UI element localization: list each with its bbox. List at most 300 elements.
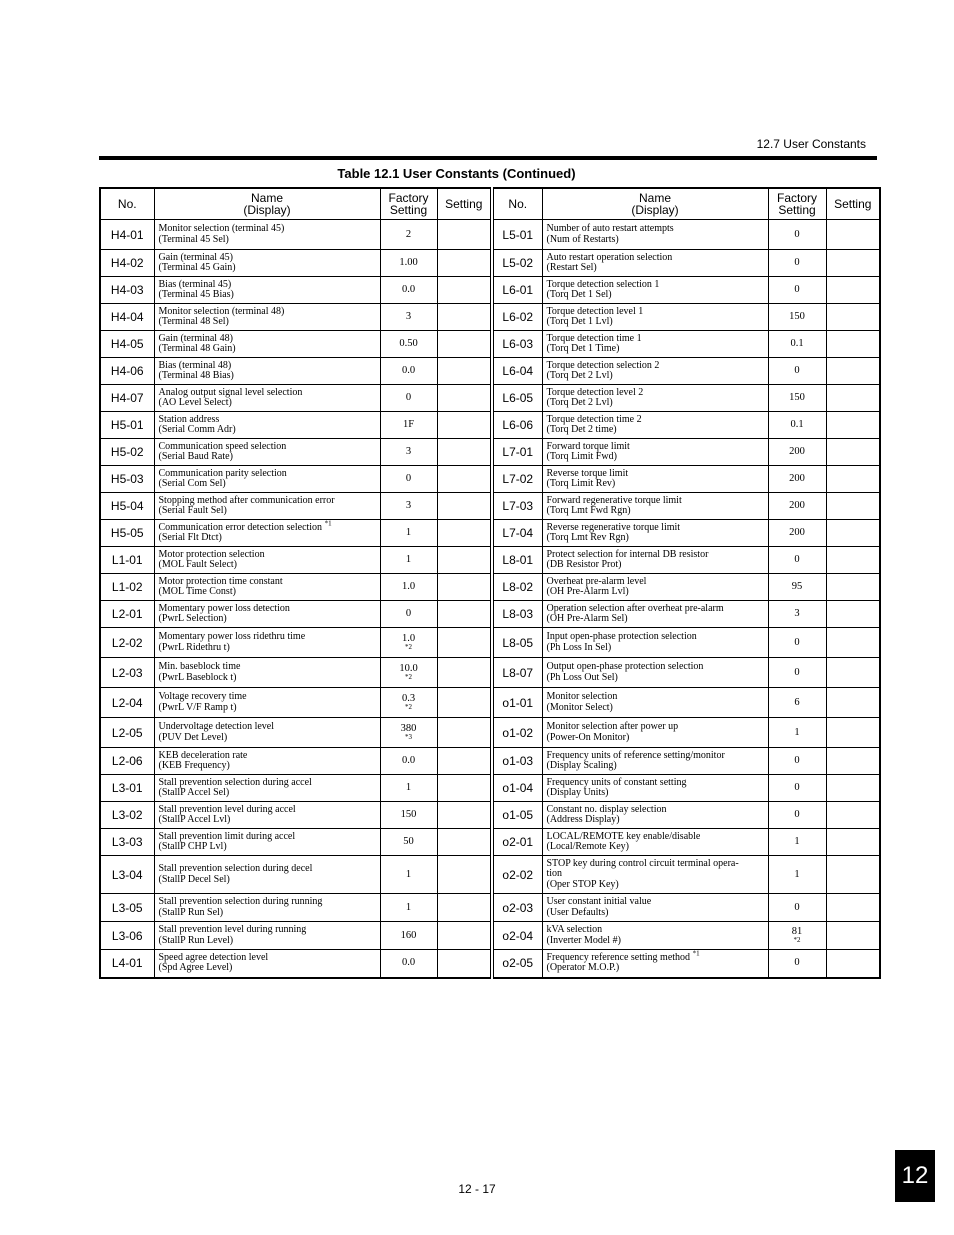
constant-name-cell [154,412,380,439]
constant-display-name: (StallP Decel Sel) [158,873,230,885]
constant-no: L1-02 [100,574,154,601]
user-setting-cell[interactable] [437,748,492,775]
constant-no: H5-04 [100,493,154,520]
footnote-marker: *1 [324,519,332,528]
constant-display-name: (MOL Time Const) [158,586,236,597]
user-setting-cell[interactable] [437,466,492,493]
constant-name-cell [154,829,380,856]
factory-setting-value: 6 [794,696,800,708]
constant-name-cell [154,922,380,950]
constant-name-text: Torque detection time 1 [546,332,642,344]
constant-no: H4-03 [100,277,154,304]
constant-name-text: Output open-phase protection selection [546,661,704,672]
user-setting-cell[interactable] [826,385,880,412]
constant-no: L8-07 [492,658,542,688]
constant-name-cell [154,601,380,628]
user-setting-cell[interactable] [437,775,492,802]
user-setting-cell[interactable] [437,439,492,466]
factory-setting-cell [380,331,437,358]
user-setting-cell[interactable] [437,688,492,718]
factory-setting-value: 0.0 [401,365,416,376]
constant-display-name: (AO Level Select) [158,397,232,408]
constant-display-name: (Num of Restarts) [546,233,619,245]
factory-setting-value: 1 [405,554,412,565]
factory-setting-cell [768,718,826,748]
constant-name-text: Min. baseblock time [158,661,241,672]
factory-setting-value: 200 [789,446,805,457]
user-setting-cell[interactable] [826,894,880,922]
user-setting-cell[interactable] [826,856,880,894]
user-setting-cell[interactable] [826,574,880,601]
factory-setting-value: 0 [794,257,800,268]
constant-no: o1-02 [492,718,542,748]
factory-setting-cell [768,520,826,547]
user-setting-cell[interactable] [437,385,492,412]
constant-no: L7-04 [492,520,542,547]
chapter-tab: 12 [895,1150,935,1202]
constant-name-text: Input open-phase protection selection [546,631,697,642]
user-setting-cell[interactable] [437,658,492,688]
user-setting-cell[interactable] [826,277,880,304]
factory-setting-value: 0 [794,666,800,678]
constant-name-cell [542,922,768,950]
constant-name [159,662,380,673]
user-setting-cell[interactable] [826,439,880,466]
user-setting-cell[interactable] [437,412,492,439]
factory-setting-value: 1 [405,782,412,793]
table-row [100,601,880,628]
constant-name-cell [154,950,380,978]
constant-name-text: Torque detection selection 1 [546,278,660,290]
table-row [100,748,880,775]
constant-name-text: STOP key during control circuit terminal opera- [546,857,739,869]
user-setting-cell[interactable] [826,718,880,748]
constant-no: H4-07 [100,385,154,412]
constant-name-cell [154,358,380,385]
table-row [100,922,880,950]
constant-display-name: (Power-On Monitor) [546,731,630,743]
user-setting-cell[interactable] [826,220,880,250]
constant-name-text: Gain (terminal 48) [158,332,233,344]
constant-no: L3-03 [100,829,154,856]
constant-name-cell [542,466,768,493]
factory-setting-cell [768,688,826,718]
factory-setting-value: 0 [794,228,800,240]
header-name-label: Name [638,191,671,205]
constant-name-text: Protect selection for internal DB resistor [546,548,709,560]
factory-setting-value: 150 [400,809,417,820]
user-setting-cell[interactable] [826,520,880,547]
constant-no: L8-02 [492,574,542,601]
constant-display-name: (Serial Com Sel) [158,478,226,489]
table-row [100,856,880,894]
constant-name-cell [154,802,380,829]
factory-setting-value: 1F [402,419,415,430]
constant-no: H5-02 [100,439,154,466]
constant-display-name: (Serial Flt Dtct) [158,532,222,543]
factory-setting-cell [380,922,437,950]
constant-name-text: Auto restart operation selection [546,251,673,263]
factory-setting-value: 1 [405,901,412,913]
user-setting-cell[interactable] [437,829,492,856]
constant-display-name: (Serial Comm Adr) [158,424,236,435]
factory-setting-value: 1 [794,868,800,880]
constant-name-text: Undervoltage detection level [158,721,275,732]
factory-setting-cell [380,718,437,748]
factory-setting-cell [380,439,437,466]
constant-display-name: (StallP CHP Lvl) [158,841,227,852]
constant-name [159,632,380,643]
user-setting-cell[interactable] [826,466,880,493]
user-setting-cell[interactable] [826,688,880,718]
constant-name-cell [542,658,768,688]
constant-name-cell [542,304,768,331]
constant-name-text: Frequency reference setting method [546,951,691,963]
user-setting-cell[interactable] [437,331,492,358]
user-setting-cell[interactable] [826,304,880,331]
constant-display-name: (PwrL Baseblock t) [158,671,237,683]
constant-name-text: Frequency units of constant setting [546,776,687,788]
table-row [100,358,880,385]
factory-setting-cell [768,628,826,658]
factory-setting-cell [768,412,826,439]
factory-setting-cell [768,493,826,520]
constant-display-name: (PwrL V/F Ramp t) [158,701,237,713]
constant-name-text: Constant no. display selection [546,803,667,815]
factory-setting-cell [768,250,826,277]
user-setting-cell[interactable] [826,802,880,829]
constant-no: L3-02 [100,802,154,829]
factory-setting-cell [380,466,437,493]
constant-name-text: Stall prevention limit during accel [158,830,296,842]
factory-setting-cell [380,547,437,574]
user-setting-cell[interactable] [437,277,492,304]
header-display-label: (Display) [243,203,291,217]
constant-display-name: (OH Pre-Alarm Sel) [546,613,628,624]
constant-name-cell [542,385,768,412]
constant-display-name: (Torq Det 1 Sel) [546,289,612,300]
constant-name-text: Torque detection time 2 [546,413,642,425]
constant-name-cell [542,220,768,250]
constant-name-text: Torque detection selection 2 [546,359,660,371]
constant-display-name: (StallP Accel Sel) [158,787,230,798]
table-row [100,520,880,547]
factory-setting-cell [768,601,826,628]
factory-setting-value: 0 [794,782,800,793]
constant-name-text: Monitor selection after power up [546,721,679,732]
constant-display-name: (StallP Run Sel) [158,906,224,918]
constant-name-cell [154,775,380,802]
factory-setting-cell [768,802,826,829]
constant-display-name: (Torq Limit Rev) [546,478,616,489]
constant-no: L2-06 [100,748,154,775]
user-setting-cell[interactable] [437,520,492,547]
factory-setting-cell [768,748,826,775]
table-row [100,331,880,358]
user-setting-cell[interactable] [437,304,492,331]
user-setting-cell[interactable] [437,601,492,628]
factory-setting-cell [768,331,826,358]
constant-name [547,925,768,936]
constant-name-text: Analog output signal level selection [158,386,303,398]
constant-no: L4-01 [100,950,154,978]
constant-name-text: Forward regenerative torque limit [546,494,682,506]
constant-name-cell [542,439,768,466]
table-title: Table 12.1 User Constants (Continued) [337,166,576,181]
constant-display-name: (MOL Fault Select) [158,559,238,570]
constant-name-text: Stall prevention level during running [158,924,307,935]
constant-display-name: (Restart Sel) [546,262,597,273]
user-setting-cell[interactable] [826,658,880,688]
constant-no: o1-03 [492,748,542,775]
constant-name-text: Frequency units of reference setting/monitor [546,749,725,761]
constant-name-text: Reverse regenerative torque limit [546,521,681,533]
factory-setting-value: 0 [405,473,412,484]
constant-name-text: Momentary power loss detection [158,602,290,614]
constant-no: H4-04 [100,304,154,331]
constant-name-cell [542,574,768,601]
constant-name-text: User constant initial value [546,896,652,907]
constant-name-text: Torque detection level 2 [546,386,644,398]
constant-name-text: Voltage recovery time [158,691,247,702]
factory-setting-cell [380,829,437,856]
factory-setting-cell [380,493,437,520]
factory-setting-value: 0 [794,636,800,648]
user-setting-cell[interactable] [826,412,880,439]
user-setting-cell[interactable] [437,628,492,658]
table-row [100,277,880,304]
constant-name [159,897,380,908]
factory-setting-cell [768,277,826,304]
constant-display-name: (Address Display) [546,814,620,825]
constant-display-name: (Torq Lmt Fwd Rgn) [546,505,631,516]
constant-no: L6-04 [492,358,542,385]
factory-setting-cell [380,277,437,304]
footnote-marker: *2 [793,936,801,944]
factory-setting-value: 0.1 [790,338,804,349]
constant-no: H4-05 [100,331,154,358]
constant-name [547,224,768,235]
factory-setting-cell [768,547,826,574]
constant-no: H5-01 [100,412,154,439]
constant-name-text: KEB deceleration rate [158,749,248,761]
user-setting-cell[interactable] [826,547,880,574]
factory-setting-value: 1.0 [401,581,416,592]
constant-name-text: kVA selection [546,924,603,935]
constant-no: L6-01 [492,277,542,304]
header-factory-setting-label: Setting [778,203,816,217]
constant-display-name: (Terminal 45 Gain) [158,262,236,273]
user-setting-cell[interactable] [826,331,880,358]
constant-name-cell [542,601,768,628]
factory-setting-value: 0 [794,957,800,969]
constant-display-name: (Display Scaling) [546,760,617,771]
factory-setting-cell [380,775,437,802]
factory-setting-cell [380,412,437,439]
factory-setting-cell [380,220,437,250]
factory-setting-value: 95 [791,581,803,592]
factory-setting-cell [768,304,826,331]
constant-no: L5-01 [492,220,542,250]
constant-no: L3-05 [100,894,154,922]
user-setting-cell[interactable] [437,802,492,829]
constant-name-text: Communication error detection selection [158,521,323,533]
table-row [100,802,880,829]
constant-name-cell [154,466,380,493]
table-row [100,439,880,466]
factory-setting-value: 1.0 [401,633,416,644]
constant-name-cell [542,277,768,304]
table-row [100,250,880,277]
constant-name-cell [542,547,768,574]
constant-no: L7-02 [492,466,542,493]
user-setting-cell[interactable] [826,829,880,856]
header-name-label: Name [250,191,283,205]
constant-no: L3-04 [100,856,154,894]
table-row [100,829,880,856]
constant-name-cell [542,775,768,802]
factory-setting-cell [380,385,437,412]
constant-name [547,897,768,908]
factory-setting-value: 3 [405,446,412,457]
constant-name [547,859,768,870]
constant-name-text: Motor protection time constant [158,575,283,587]
constant-no: L3-06 [100,922,154,950]
user-setting-cell[interactable] [826,922,880,950]
constant-display-name: (DB Resistor Prot) [546,559,622,570]
factory-setting-value: 0 [794,755,800,766]
constant-name [547,692,768,703]
constant-display-name: (PwrL Ridethru t) [158,641,230,653]
user-setting-cell[interactable] [437,922,492,950]
constant-display-name: (Torq Det 1 Lvl) [546,316,613,327]
constant-display-name: (OH Pre-Alarm Lvl) [546,586,629,597]
constant-name [159,864,380,875]
footnote-marker: *2 [405,643,412,651]
constant-no: o1-05 [492,802,542,829]
user-setting-cell[interactable] [437,220,492,250]
user-setting-cell[interactable] [826,358,880,385]
constant-display-name: (Torq Lmt Rev Rgn) [546,532,629,543]
constant-name-cell [154,574,380,601]
constant-name [159,692,380,703]
constant-no: o2-01 [492,829,542,856]
factory-setting-cell [380,304,437,331]
constant-display-name: (StallP Run Level) [158,934,234,946]
constant-name-text: Monitor selection [546,691,618,702]
constant-display-name: (PUV Det Level) [158,731,228,743]
user-setting-cell[interactable] [437,856,492,894]
factory-setting-cell [768,439,826,466]
constant-display-name: (KEB Frequency) [158,760,230,771]
user-setting-cell[interactable] [437,574,492,601]
user-setting-cell[interactable] [826,250,880,277]
factory-setting-cell [768,220,826,250]
constant-name [159,722,380,733]
constant-name [547,662,768,673]
factory-setting-value: 1 [794,726,800,738]
user-setting-cell[interactable] [437,718,492,748]
factory-setting-value: 0 [794,365,800,376]
constant-display-name: (Torq Det 2 time) [546,424,617,435]
constant-name [547,632,768,643]
user-setting-cell[interactable] [826,628,880,658]
constant-no: L1-01 [100,547,154,574]
constant-display-name: (Operator M.O.P.) [546,962,620,974]
constant-name-cell [154,520,380,547]
factory-setting-cell [768,574,826,601]
constant-display-name: (Ph Loss In Sel) [546,641,612,653]
user-setting-cell[interactable] [437,358,492,385]
factory-setting-cell [768,829,826,856]
constant-name-text: Motor protection selection [158,548,265,560]
constant-name-text: Torque detection level 1 [546,305,644,317]
constant-display-name: (PwrL Selection) [158,613,227,624]
constant-name-text: LOCAL/REMOTE key enable/disable [546,830,701,842]
table-row [100,220,880,250]
user-setting-cell[interactable] [826,601,880,628]
factory-setting-value: 0 [794,284,800,295]
header-setting: Setting [437,188,492,220]
factory-setting-value: 1.00 [399,257,418,268]
factory-setting-cell [768,358,826,385]
constant-name-text: Monitor selection (terminal 45) [158,223,285,234]
constant-no: o2-05 [492,950,542,978]
table-row [100,385,880,412]
constant-name-text: Reverse torque limit [546,467,629,479]
header-setting: Setting [826,188,880,220]
constant-name-cell [542,950,768,978]
factory-setting-value: 150 [789,392,805,403]
factory-setting-cell [380,628,437,658]
constant-name-cell [542,331,768,358]
constant-name-cell [542,748,768,775]
user-setting-cell[interactable] [437,894,492,922]
user-setting-cell[interactable] [826,748,880,775]
user-setting-cell[interactable] [826,950,880,978]
constant-display-name: (Terminal 48 Bias) [158,370,234,381]
constant-no: L2-01 [100,601,154,628]
top-rule [99,156,877,160]
user-setting-cell[interactable] [437,547,492,574]
constant-no: L6-05 [492,385,542,412]
user-setting-cell[interactable] [437,950,492,978]
user-setting-cell[interactable] [437,493,492,520]
factory-setting-value: 3 [405,500,412,511]
factory-setting-cell [768,950,826,978]
factory-setting-value: 2 [405,228,412,240]
constant-no: o2-04 [492,922,542,950]
factory-setting-value: 0.50 [399,338,418,349]
factory-setting-cell [768,775,826,802]
constant-name-text: Communication speed selection [158,440,287,452]
header-name [542,188,768,220]
constant-no: H4-01 [100,220,154,250]
header-factory-setting [768,188,826,220]
constant-display-name: (Terminal 45 Sel) [158,233,229,245]
constant-display-name: (Torq Det 2 Lvl) [546,397,613,408]
factory-setting-value: 150 [789,311,805,322]
user-setting-cell[interactable] [826,493,880,520]
factory-setting-cell [380,358,437,385]
user-setting-cell[interactable] [437,250,492,277]
header-factory-label: Factory [776,191,817,205]
factory-setting-cell [380,802,437,829]
constant-display-name: (Local/Remote Key) [546,841,629,852]
constant-name-text: Forward torque limit [546,440,630,452]
user-setting-cell[interactable] [826,775,880,802]
constant-no: o1-04 [492,775,542,802]
